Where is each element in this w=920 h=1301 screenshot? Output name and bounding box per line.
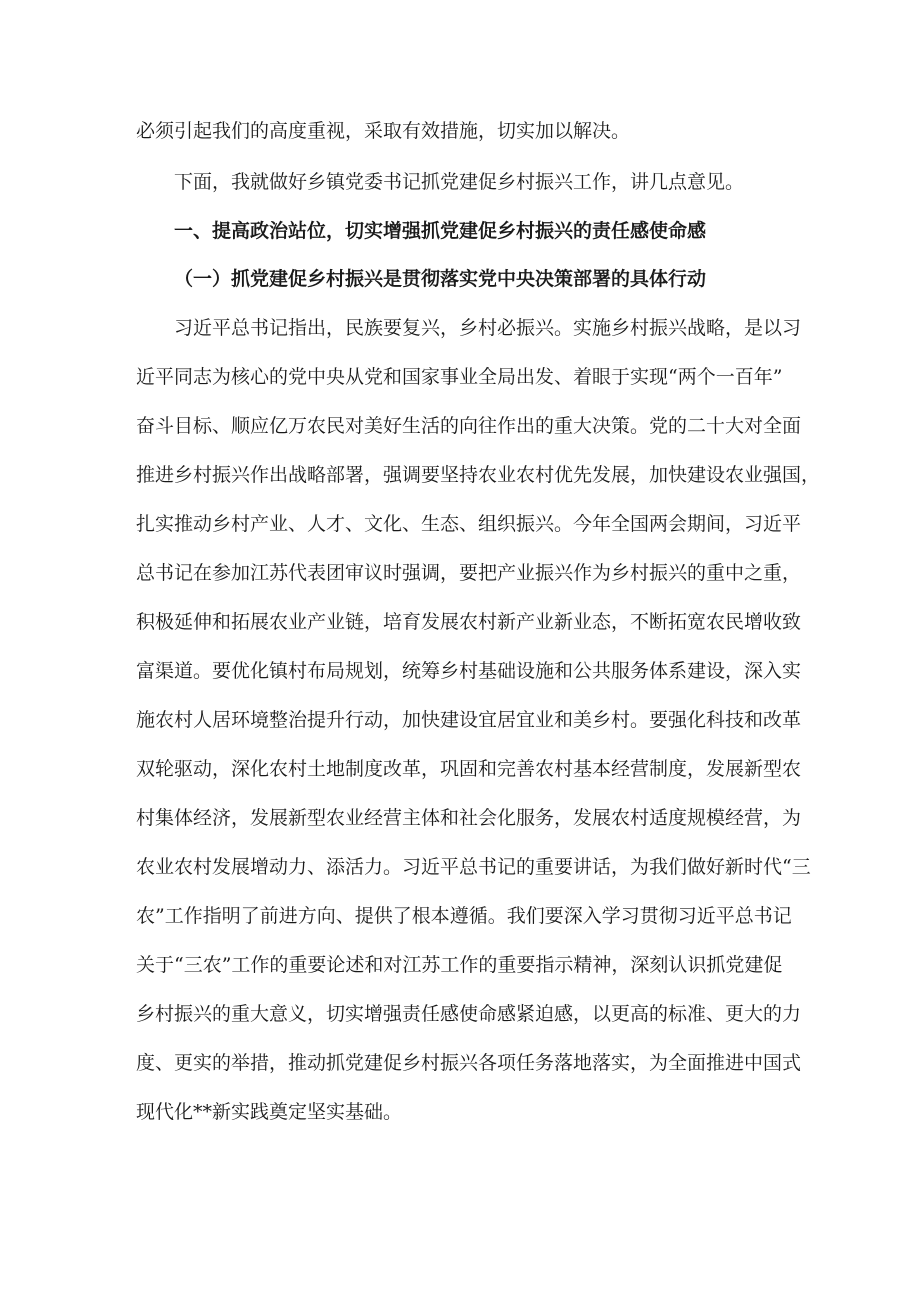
paragraph-line: 总书记在参加江苏代表团审议时强调，要把产业振兴作为乡村振兴的重中之重， xyxy=(136,562,802,584)
subsection-heading: （一）抓党建促乡村振兴是贯彻落实党中央决策部署的具体行动 xyxy=(174,268,707,290)
section-heading: 一、提高政治站位，切实增强抓党建促乡村振兴的责任感使命感 xyxy=(174,220,707,242)
paragraph-line: 必须引起我们的高度重视，采取有效措施，切实加以解决。 xyxy=(136,120,631,142)
paragraph-line: 扎实推动乡村产业、人才、文化、生态、组织振兴。今年全国两会期间，习近平 xyxy=(136,513,802,535)
paragraph-line: 施农村人居环境整治提升行动，加快建设宜居宜业和美乡村。要强化科技和改革 xyxy=(136,709,802,731)
paragraph-line: 关于“三农”工作的重要论述和对江苏工作的重要指示精神，深刻认识抓党建促 xyxy=(136,954,783,976)
paragraph-line: 推进乡村振兴作出战略部署，强调要坚持农业农村优先发展，加快建设农业强国， xyxy=(136,464,821,486)
paragraph-line: 农业农村发展增动力、添活力。习近平总书记的重要讲话，为我们做好新时代“三 xyxy=(136,856,811,878)
paragraph-line: 农”工作指明了前进方向、提供了根本遵循。我们要深入学习贯彻习近平总书记 xyxy=(136,905,792,927)
paragraph-line: 富渠道。要优化镇村布局规划，统筹乡村基础设施和公共服务体系建设，深入实 xyxy=(136,660,802,682)
paragraph-line: 下面，我就做好乡镇党委书记抓党建促乡村振兴工作，讲几点意见。 xyxy=(174,171,745,193)
paragraph-line: 习近平总书记指出，民族要复兴，乡村必振兴。实施乡村振兴战略，是以习 xyxy=(174,317,802,339)
paragraph-line: 度、更实的举措，推动抓党建促乡村振兴各项任务落地落实，为全面推进中国式 xyxy=(136,1052,802,1074)
paragraph-line: 村集体经济，发展新型农业经营主体和社会化服务，发展农村适度规模经营，为 xyxy=(136,807,802,829)
paragraph-line: 积极延伸和拓展农业产业链，培育发展农村新产业新业态，不断拓宽农民增收致 xyxy=(136,611,802,633)
paragraph-line: 乡村振兴的重大意义，切实增强责任感使命感紧迫感，以更高的标准、更大的力 xyxy=(136,1003,802,1025)
paragraph-line: 现代化**新实践奠定坚实基础。 xyxy=(136,1101,403,1123)
paragraph-line: 奋斗目标、顺应亿万农民对美好生活的向往作出的重大决策。党的二十大对全面 xyxy=(136,415,802,437)
paragraph-line: 双轮驱动，深化农村土地制度改革，巩固和完善农村基本经营制度，发展新型农 xyxy=(136,758,802,780)
paragraph-line: 近平同志为核心的党中央从党和国家事业全局出发、着眼于实现“两个一百年” xyxy=(136,366,783,388)
